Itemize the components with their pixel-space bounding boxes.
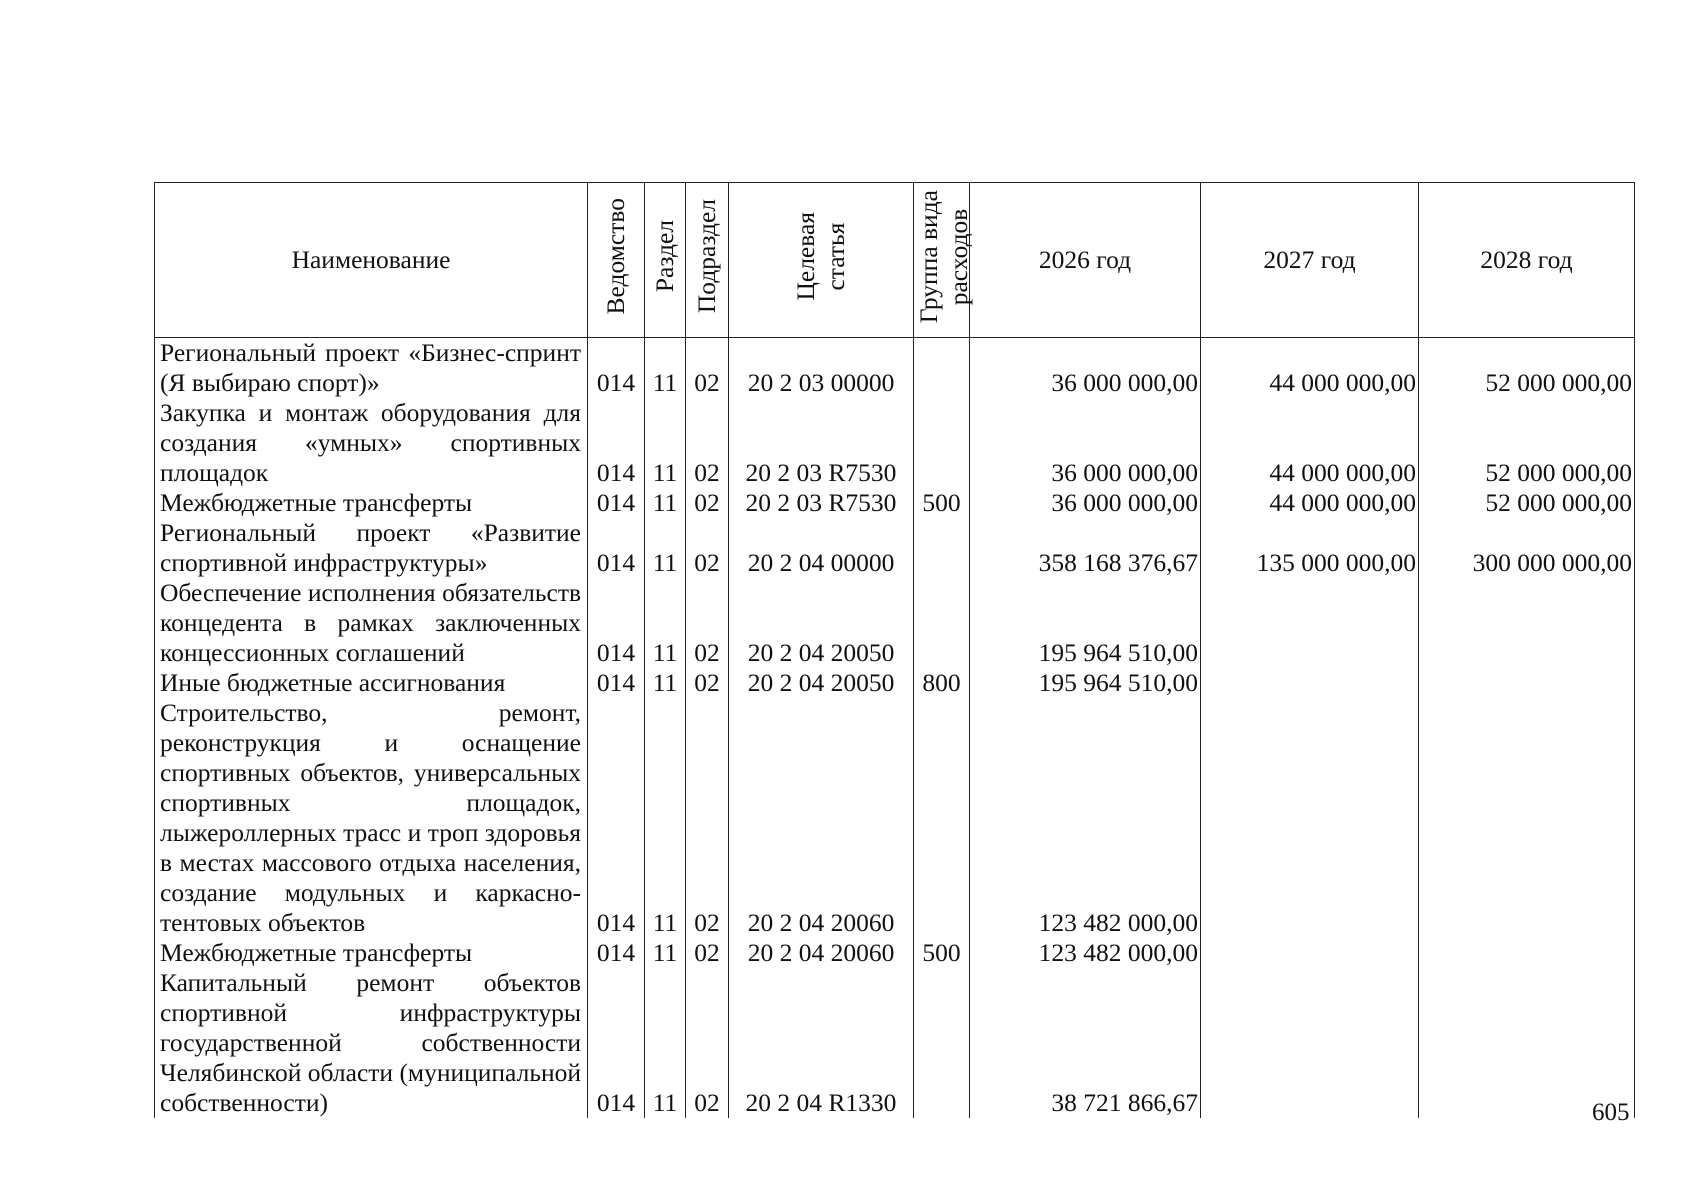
row-section: 11	[645, 338, 686, 399]
row-name: Обеспечение исполнения обязательств концедента в рамках заключенных концессионных соглашений	[155, 578, 588, 668]
row-name: Закупка и монтаж оборудования для создания «умных» спортивных площадок	[155, 398, 588, 488]
row-target: 20 2 04 20050	[729, 578, 914, 668]
row-2027: 44 000 000,00	[1201, 488, 1419, 518]
row-name: Строительство, ремонт, реконструкция и оснащение спортивных объектов, универсальных спортивных площадок, лыжероллерных трасс и троп здоровья в местах массового отдыха населения, создание модульных и каркасно-тентовых объектов	[155, 698, 588, 938]
page-number: 605	[1592, 1099, 1630, 1126]
header-subsection: Подраздел	[686, 183, 729, 338]
row-expense-group: 800	[914, 668, 970, 698]
row-expense-group	[914, 698, 970, 938]
row-2027	[1201, 938, 1419, 968]
row-subsection: 02	[686, 578, 729, 668]
row-name: Иные бюджетные ассигнования	[155, 668, 588, 698]
row-2028	[1419, 968, 1635, 1118]
row-section: 11	[645, 518, 686, 578]
row-2027: 44 000 000,00	[1201, 338, 1419, 399]
row-target: 20 2 04 20050	[729, 668, 914, 698]
table-row	[155, 488, 1635, 518]
header-section: Раздел	[645, 183, 686, 338]
table-row	[155, 668, 1635, 698]
row-2026: 195 964 510,00	[970, 578, 1201, 668]
row-2027	[1201, 698, 1419, 938]
row-department: 014	[588, 968, 645, 1118]
row-section: 11	[645, 698, 686, 938]
row-2027: 135 000 000,00	[1201, 518, 1419, 578]
table-row	[155, 698, 1635, 938]
row-target: 20 2 04 20060	[729, 938, 914, 968]
row-target: 20 2 03 R7530	[729, 398, 914, 488]
row-subsection: 02	[686, 398, 729, 488]
row-2027: 44 000 000,00	[1201, 398, 1419, 488]
row-2026: 195 964 510,00	[970, 668, 1201, 698]
row-2028	[1419, 578, 1635, 668]
row-target: 20 2 03 00000	[729, 338, 914, 399]
row-2027	[1201, 578, 1419, 668]
table-row	[155, 518, 1635, 578]
table-row	[155, 398, 1635, 488]
row-expense-group	[914, 518, 970, 578]
row-section: 11	[645, 668, 686, 698]
row-section: 11	[645, 398, 686, 488]
row-expense-group	[914, 968, 970, 1118]
row-expense-group	[914, 398, 970, 488]
row-name: Региональный проект «Бизнес-спринт (Я выбираю спорт)»	[155, 338, 588, 399]
row-department: 014	[588, 338, 645, 399]
row-expense-group: 500	[914, 938, 970, 968]
row-2026: 358 168 376,67	[970, 518, 1201, 578]
row-2028	[1419, 938, 1635, 968]
row-department: 014	[588, 518, 645, 578]
header-department: Ведомство	[588, 183, 645, 338]
row-subsection: 02	[686, 518, 729, 578]
row-expense-group	[914, 338, 970, 399]
row-expense-group: 500	[914, 488, 970, 518]
row-department: 014	[588, 668, 645, 698]
row-subsection: 02	[686, 338, 729, 399]
row-subsection: 02	[686, 698, 729, 938]
header-2027: 2027 год	[1201, 183, 1419, 338]
row-section: 11	[645, 938, 686, 968]
header-name: Наименование	[155, 183, 588, 338]
row-2028: 52 000 000,00	[1419, 398, 1635, 488]
row-2027	[1201, 668, 1419, 698]
row-section: 11	[645, 488, 686, 518]
table-row	[155, 968, 1635, 1118]
row-name: Межбюджетные трансферты	[155, 938, 588, 968]
row-2026: 38 721 866,67	[970, 968, 1201, 1118]
row-2028	[1419, 668, 1635, 698]
header-target: Целевая статья	[729, 183, 914, 338]
row-subsection: 02	[686, 938, 729, 968]
row-2026: 123 482 000,00	[970, 938, 1201, 968]
row-2028: 52 000 000,00	[1419, 488, 1635, 518]
table-row	[155, 578, 1635, 668]
budget-table	[154, 182, 1635, 1118]
row-2026: 123 482 000,00	[970, 698, 1201, 938]
row-name: Капитальный ремонт объектов спортивной инфраструктуры государственной собственности Челябинской области (муниципальной собственности)	[155, 968, 588, 1118]
row-subsection: 02	[686, 668, 729, 698]
row-subsection: 02	[686, 968, 729, 1118]
row-2028: 52 000 000,00	[1419, 338, 1635, 399]
row-section: 11	[645, 968, 686, 1118]
row-department: 014	[588, 698, 645, 938]
header-2026: 2026 год	[970, 183, 1201, 338]
row-department: 014	[588, 938, 645, 968]
row-2028	[1419, 698, 1635, 938]
row-subsection: 02	[686, 488, 729, 518]
row-department: 014	[588, 398, 645, 488]
table-row	[155, 338, 1635, 399]
header-expense-group: Группа вида расходов	[914, 183, 970, 338]
row-name: Межбюджетные трансферты	[155, 488, 588, 518]
row-2026: 36 000 000,00	[970, 488, 1201, 518]
table-header-row	[155, 183, 1635, 338]
table-row	[155, 938, 1635, 968]
row-department: 014	[588, 488, 645, 518]
row-expense-group	[914, 578, 970, 668]
row-2028: 300 000 000,00	[1419, 518, 1635, 578]
header-2028: 2028 год	[1419, 183, 1635, 338]
row-2026: 36 000 000,00	[970, 338, 1201, 399]
row-target: 20 2 04 00000	[729, 518, 914, 578]
row-target: 20 2 04 R1330	[729, 968, 914, 1118]
row-2027	[1201, 968, 1419, 1118]
row-section: 11	[645, 578, 686, 668]
row-target: 20 2 04 20060	[729, 698, 914, 938]
row-target: 20 2 03 R7530	[729, 488, 914, 518]
row-name: Региональный проект «Развитие спортивной инфраструктуры»	[155, 518, 588, 578]
row-2026: 36 000 000,00	[970, 398, 1201, 488]
row-department: 014	[588, 578, 645, 668]
